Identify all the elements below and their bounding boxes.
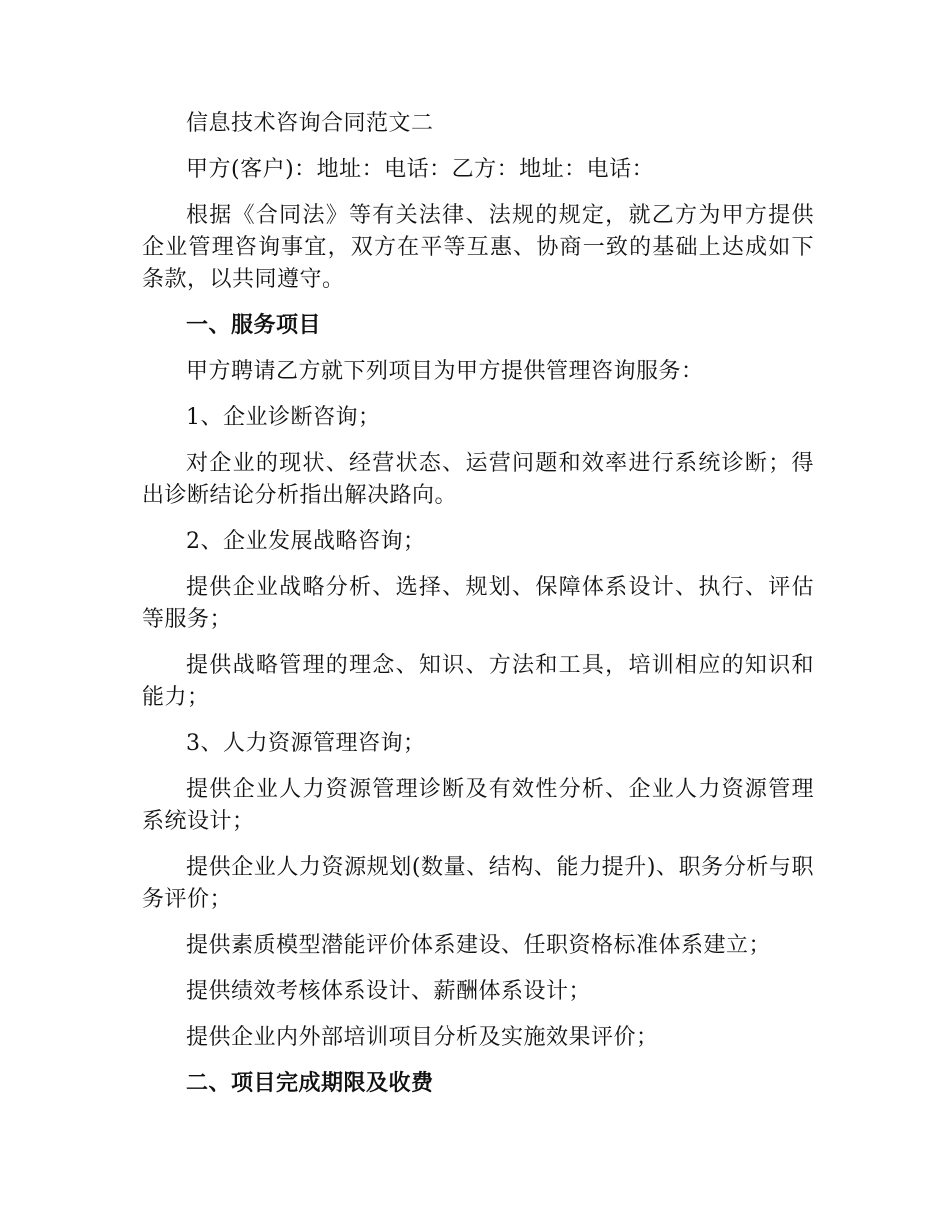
- parties-line: 甲方(客户)：地址：电话：乙方：地址：电话：: [186, 157, 655, 182]
- section-heading-term-fees: 二、项目完成期限及收费: [186, 1071, 434, 1096]
- services-lead: 甲方聘请乙方就下列项目为甲方提供管理咨询服务：: [186, 359, 704, 384]
- document-title: 信息技术咨询合同范文二: [186, 111, 434, 136]
- item-title-hr: 3、人力资源管理咨询；: [186, 731, 426, 756]
- item-diagnosis-text: 对企业的现状、经营状态、运营问题和效率进行系统诊断；得出诊断结论分析指出解决路向。: [142, 451, 814, 508]
- item-hr-text-1: 提供企业人力资源管理诊断及有效性分析、企业人力资源管理系统设计；: [142, 777, 814, 834]
- item-strategy-text-1: 提供企业战略分析、选择、规划、保障体系设计、执行、评估等服务；: [142, 575, 814, 632]
- item-title-diagnosis: 1、企业诊断咨询；: [186, 405, 381, 430]
- item-hr-text-5: 提供企业内外部培训项目分析及实施效果评价；: [186, 1025, 659, 1050]
- section-heading-services: 一、服务项目: [186, 313, 322, 338]
- item-title-strategy: 2、企业发展战略咨询；: [186, 529, 426, 554]
- item-strategy-text-2: 提供战略管理的理念、知识、方法和工具，培训相应的知识和能力；: [142, 653, 814, 710]
- item-hr-text-3: 提供素质模型潜能评价体系建设、任职资格标准体系建立；: [186, 933, 772, 958]
- item-hr-text-4: 提供绩效考核体系设计、薪酬体系设计；: [186, 979, 592, 1004]
- intro-paragraph: 根据《合同法》等有关法律、法规的规定，就乙方为甲方提供企业管理咨询事宜，双方在平等互惠、协商一致的基础上达成如下条款，以共同遵守。: [142, 203, 814, 292]
- item-hr-text-2: 提供企业人力资源规划(数量、结构、能力提升)、职务分析与职务评价；: [142, 855, 814, 912]
- document-page: [142, 108, 814, 1114]
